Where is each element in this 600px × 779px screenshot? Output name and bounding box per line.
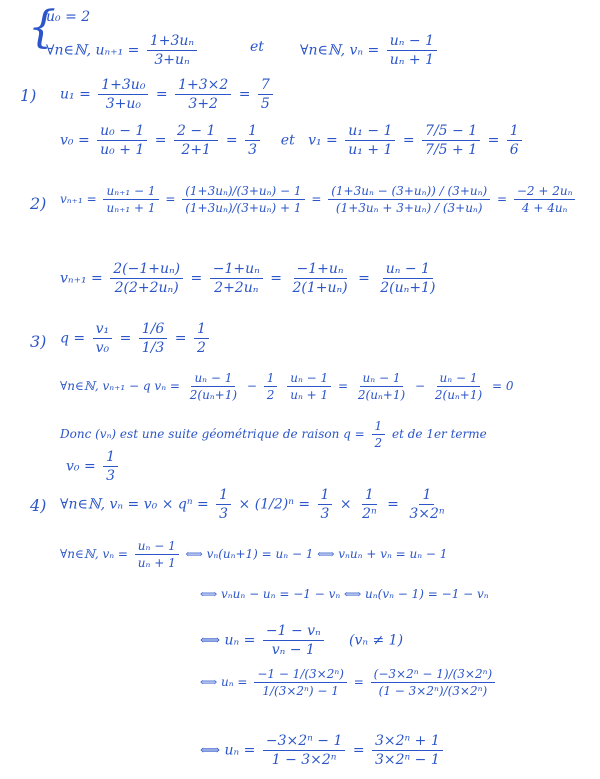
fraction: [258, 78, 273, 111]
fraction: [103, 450, 118, 483]
times-sign: ×: [238, 496, 251, 513]
denominator: 3: [320, 506, 330, 522]
vn1-text: vₙ₊₁ =: [60, 192, 97, 206]
recurrence-definition: [46, 34, 200, 67]
numerator: 1+3×2: [175, 78, 231, 95]
numerator: uₙ − 1: [387, 34, 437, 51]
fraction: [210, 262, 263, 295]
fraction: [147, 34, 197, 67]
denominator: 2ⁿ: [362, 506, 377, 522]
denominator: 2+1: [181, 142, 211, 158]
denominator: 3×2ⁿ − 1: [375, 752, 440, 768]
v0-v1-computation: v₀ = $\frac{\text{u₀ − 1}}{\text{u₀ + 1}}$ = $\frac{2 - 1}{2+1}$ = $\frac{1}{3}$ et v₁ = $\frac{\text{u₁ − 1}}{\text{u₁ + 1}}$ = $\frac{7/5 - 1}{7/5 + 1}$ = $\frac{1}{6}$: [60, 124, 525, 157]
numerator: 1: [245, 124, 260, 141]
numerator: uₙ − 1: [287, 372, 331, 387]
fraction: [345, 124, 395, 157]
numerator: 1+3u₀: [98, 78, 148, 95]
denominator: 6: [509, 142, 519, 158]
denominator: 3: [248, 142, 257, 158]
numerator: 2 − 1: [174, 124, 218, 141]
un-final: [200, 734, 446, 767]
fraction: [287, 372, 331, 401]
denominator: 1/3: [141, 340, 165, 356]
et-text: et: [280, 132, 295, 149]
fraction: [139, 322, 168, 355]
fraction: [359, 488, 380, 521]
numerator: 7: [258, 78, 273, 95]
forall-text: ∀n∈ℕ, uₙ₊₁ =: [46, 42, 140, 59]
un-derivation-1: [60, 540, 447, 569]
equivalence-text: ⟺ vₙ(uₙ+1) = uₙ − 1 ⟺ vₙuₙ + vₙ = uₙ − 1: [185, 547, 448, 561]
un-text: ⟺ uₙ =: [200, 632, 256, 649]
fraction: [372, 420, 386, 449]
denominator: 3: [106, 468, 116, 484]
denominator: 3+2: [188, 96, 218, 112]
denominator: u₀ + 1: [100, 142, 145, 158]
times-sign: ×: [339, 496, 352, 513]
equals-sign: =: [298, 496, 311, 513]
denominator: uₙ + 1: [290, 388, 329, 402]
numerator: uₙ₊₁ − 1: [103, 185, 158, 200]
u1-text: u₁ =: [60, 86, 91, 103]
denominator: uₙ + 1: [389, 52, 434, 68]
fraction: [110, 262, 183, 295]
numerator: uₙ − 1: [437, 372, 481, 387]
fraction: [289, 262, 350, 295]
fraction: [187, 372, 240, 401]
denominator: 3+u₀: [105, 96, 141, 112]
numerator: uₙ − 1: [383, 262, 433, 279]
fraction: [422, 124, 480, 157]
fraction: [194, 322, 209, 355]
vn-definition: [300, 34, 440, 67]
fraction: [98, 78, 148, 111]
vn-text: ∀n∈ℕ, vₙ =: [300, 42, 380, 59]
fraction: [103, 185, 158, 214]
v0-value: [66, 450, 121, 483]
denominator: 2: [266, 388, 275, 402]
denominator: (1 − 3×2ⁿ)/(3×2ⁿ): [378, 684, 488, 698]
et-text: et: [250, 39, 264, 55]
denominator: 2: [374, 436, 383, 450]
numerator: 1: [372, 420, 386, 435]
fraction: [263, 734, 346, 767]
equals-sign: =: [352, 742, 365, 759]
denominator: 2(1+uₙ): [292, 280, 348, 296]
conclusion: [60, 420, 487, 449]
numerator: uₙ − 1: [135, 540, 179, 555]
vn-explicit: [60, 488, 451, 521]
vn1-text: vₙ₊₁ =: [60, 270, 103, 287]
denominator: (1+3uₙ + 3+uₙ) / (3+uₙ): [335, 201, 483, 215]
denominator: 4 + 4uₙ: [521, 201, 568, 215]
denominator: 2(uₙ+1): [380, 280, 436, 296]
denominator: 2+2uₙ: [214, 280, 259, 296]
numerator: 3×2ⁿ + 1: [372, 734, 443, 751]
numerator: −1 − 1/(3×2ⁿ): [254, 668, 347, 683]
fraction: [406, 488, 447, 521]
numerator: 2(−1+uₙ): [110, 262, 183, 279]
zero-result: = 0: [491, 379, 514, 393]
denominator: 2(uₙ+1): [189, 388, 238, 402]
conclusion-text: Donc (vₙ) est une suite géométrique de raison q =: [60, 427, 365, 441]
vn-text: ∀n∈ℕ, vₙ = v₀ × qⁿ =: [60, 496, 209, 513]
part-1-label: 1): [20, 86, 37, 105]
denominator: 1/(3×2ⁿ) − 1: [262, 684, 339, 698]
numerator: 1: [264, 372, 278, 387]
numerator: u₁ − 1: [345, 124, 395, 141]
vn-text: ∀n∈ℕ, vₙ =: [60, 547, 128, 561]
denominator: vₙ − 1: [271, 642, 315, 658]
fraction: [216, 488, 231, 521]
vn1-simplification: vₙ₊₁ = $\frac{\text{2(−1+uₙ)}}{\text{2(2+2uₙ)}}$ = $\frac{\text{−1+uₙ}}{\text{2+2uₙ}}$ = $\frac{\text{−1+uₙ}}{\text{2(1+uₙ)}}$ = $\frac{\text{uₙ − 1}}{\text{2(uₙ+1)}}$: [60, 262, 441, 295]
geometric-check: [60, 372, 514, 401]
numerator: 1/6: [139, 322, 168, 339]
un-text: ⟺ uₙ =: [200, 742, 256, 759]
numerator: −2 + 2uₙ: [514, 185, 576, 200]
q-computation: q = $\frac{\text{v₁}}{\text{v₀}}$ = $\frac{1/6}{1/3}$ = $\frac{1}{2}$: [60, 322, 212, 355]
fraction: [97, 124, 147, 157]
equals-sign: =: [337, 379, 349, 393]
fraction: [377, 262, 438, 295]
equals-sign: =: [353, 675, 364, 689]
fraction: [93, 322, 113, 355]
un-derivation-3: [200, 624, 403, 657]
fraction: [245, 124, 260, 157]
denominator: 3+uₙ: [154, 52, 190, 68]
fraction: [507, 124, 522, 157]
fraction: [135, 540, 179, 569]
denominator: 7/5 + 1: [425, 142, 478, 158]
denominator: 5: [260, 96, 270, 112]
numerator: 1: [103, 450, 118, 467]
fraction: [263, 624, 324, 657]
denominator: 3×2ⁿ: [409, 506, 445, 522]
denominator: u₁ + 1: [348, 142, 393, 158]
un-derivation-4: [200, 668, 498, 697]
denominator: 2(2+2uₙ): [114, 280, 179, 296]
fraction: [432, 372, 485, 401]
denominator: 3: [219, 506, 229, 522]
numerator: (−3×2ⁿ − 1)/(3×2ⁿ): [371, 668, 496, 683]
fraction: [175, 78, 231, 111]
v0-text: v₀ =: [60, 132, 90, 149]
part-3-label: 3): [30, 332, 47, 351]
un-text: ⟺ uₙ =: [200, 675, 248, 689]
numerator: v₁: [93, 322, 113, 339]
v0-text: v₀ =: [66, 458, 96, 475]
part-4-label: 4): [30, 496, 47, 515]
numerator: −1 − vₙ: [263, 624, 324, 641]
power-term: (1/2)ⁿ: [254, 496, 294, 513]
minus-sign: −: [414, 379, 426, 393]
u1-computation: u₁ = $\frac{\text{1+3u₀}}{\text{3+u₀}}$ = $\frac{1+3\times 2}{3+2}$ = $\frac{7}{5}$: [60, 78, 276, 111]
numerator: −3×2ⁿ − 1: [263, 734, 346, 751]
numerator: −1+uₙ: [294, 262, 347, 279]
vn1-computation: vₙ₊₁ = $\frac{\text{uₙ₊₁ − 1}}{\text{uₙ₊₁ + 1}}$ = $\frac{\text{(1+3uₙ)/(3+uₙ) − 1}}{\text{(1+3uₙ)/(3+uₙ) + 1}}$ = $\frac{\text{(1+3uₙ − (3+uₙ)) / (3+uₙ)}}{\text{(1+3uₙ + 3+uₙ) / (3+uₙ)}}$ = $\frac{\text{−2 + 2uₙ}}{\text{4 + 4uₙ}}$: [60, 185, 578, 214]
fraction: [514, 185, 576, 214]
un-derivation-2: ⟺ vₙuₙ − uₙ = −1 − vₙ ⟺ uₙ(vₙ − 1) = −1 − vₙ: [200, 587, 489, 601]
v1-text: v₁ =: [308, 132, 338, 149]
numerator: u₀ − 1: [97, 124, 147, 141]
denominator: 2(uₙ+1): [357, 388, 406, 402]
numerator: 1: [318, 488, 333, 505]
numerator: 7/5 − 1: [422, 124, 480, 141]
numerator: (1+3uₙ − (3+uₙ)) / (3+uₙ): [328, 185, 490, 200]
numerator: 1: [194, 322, 209, 339]
minus-sign: −: [246, 379, 257, 393]
denominator: uₙ + 1: [137, 556, 176, 570]
denominator: 2(uₙ+1): [434, 388, 483, 402]
denominator: 2: [196, 340, 206, 356]
q-text: q =: [60, 330, 86, 347]
denominator: 1 − 3×2ⁿ: [271, 752, 337, 768]
numerator: 1: [419, 488, 434, 505]
numerator: (1+3uₙ)/(3+uₙ) − 1: [182, 185, 304, 200]
system-brace: {: [28, 2, 56, 53]
fraction: [387, 34, 437, 67]
denominator: v₀: [95, 340, 110, 356]
denominator: (1+3uₙ)/(3+uₙ) + 1: [185, 201, 302, 215]
numerator: uₙ − 1: [360, 372, 404, 387]
denominator: uₙ₊₁ + 1: [106, 201, 156, 215]
numerator: −1+uₙ: [210, 262, 263, 279]
fraction: [355, 372, 408, 401]
fraction: [372, 734, 443, 767]
fraction: [254, 668, 347, 697]
equals-sign: =: [387, 496, 399, 513]
first-term-text: et de 1er terme: [391, 427, 487, 441]
numerator: 1: [507, 124, 522, 141]
numerator: uₙ − 1: [191, 372, 235, 387]
numerator: 1: [216, 488, 231, 505]
fraction: [264, 372, 278, 401]
u0-definition: u₀ = 2: [46, 9, 91, 25]
fraction: [174, 124, 218, 157]
fraction: [371, 668, 496, 697]
fraction: [182, 185, 304, 214]
numerator: 1: [362, 488, 377, 505]
fraction: [318, 488, 333, 521]
check-text: ∀n∈ℕ, vₙ₊₁ − q vₙ =: [60, 379, 180, 393]
part-2-label: 2): [30, 194, 47, 213]
condition-text: (vₙ ≠ 1): [348, 632, 404, 649]
numerator: 1+3uₙ: [147, 34, 197, 51]
fraction: [328, 185, 490, 214]
